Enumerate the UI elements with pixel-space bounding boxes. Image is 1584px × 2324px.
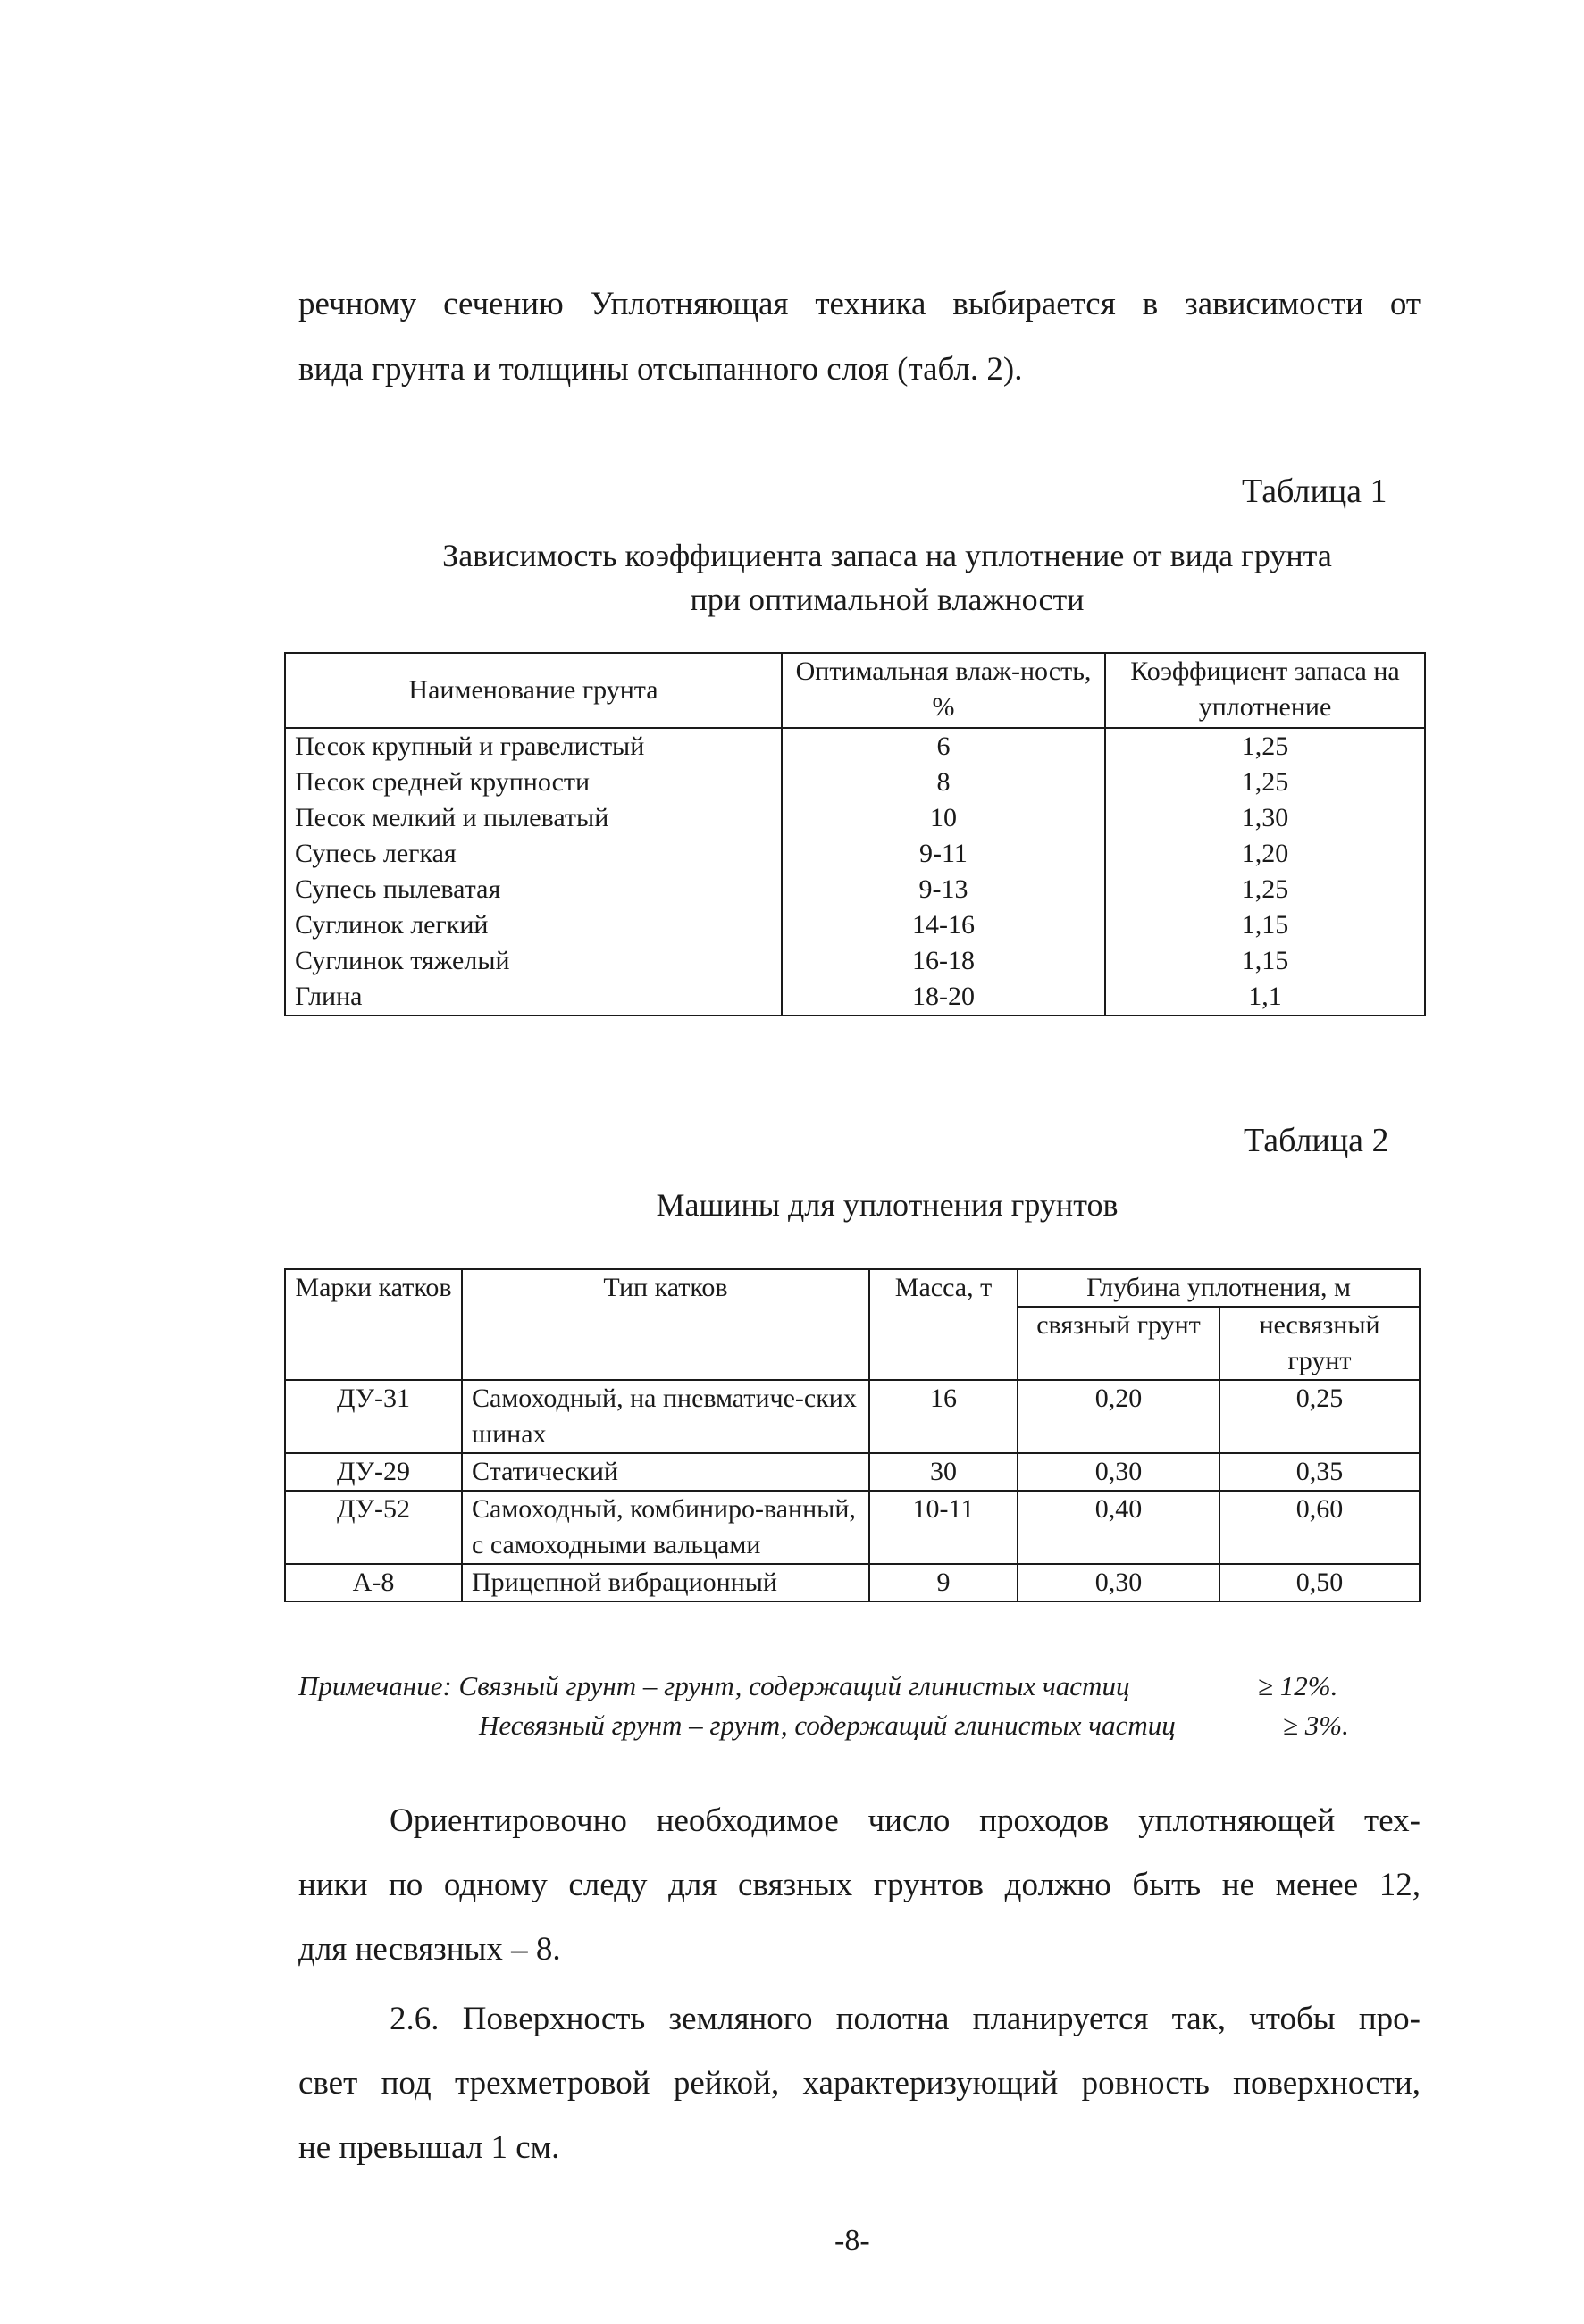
intro-line-1: речному сечению Уплотняющая техника выбирается в зависимости от <box>298 286 1421 322</box>
table1-title <box>373 534 1401 622</box>
table1-cell-coefficient: 1,30 <box>1105 800 1425 836</box>
note-text-2: Несвязный грунт – грунт, содержащий глинистых частиц <box>479 1710 1176 1741</box>
table1-cell-moisture: 9-11 <box>782 836 1105 872</box>
table1-header-row <box>285 653 1425 728</box>
table-row <box>285 728 1425 765</box>
table2 <box>284 1268 1421 1602</box>
para1-line-2: ники по одному следу для связных грунтов должно быть не менее 12, <box>298 1867 1421 1903</box>
table2-cell-mass: 9 <box>869 1564 1018 1601</box>
note-label: Примечание: <box>298 1670 452 1701</box>
table-row <box>285 765 1425 800</box>
table-row <box>285 907 1425 943</box>
table-row <box>285 1380 1420 1453</box>
table2-cell-noncohesive: 0,50 <box>1219 1564 1420 1601</box>
table-row <box>285 979 1425 1016</box>
table2-header-brand: Марки катков <box>285 1269 462 1380</box>
table2-cell-mass: 30 <box>869 1453 1018 1491</box>
table-row <box>285 943 1425 979</box>
table2-cell-mass: 16 <box>869 1380 1018 1453</box>
table1-title-line-2: при оптимальной влажности <box>690 581 1085 617</box>
table2-cell-cohesive: 0,40 <box>1018 1491 1219 1564</box>
table2-cell-noncohesive: 0,25 <box>1219 1380 1420 1453</box>
table2-cell-brand: А-8 <box>285 1564 462 1601</box>
table1-cell-soil: Суглинок тяжелый <box>285 943 782 979</box>
table2-cell-brand: ДУ-52 <box>285 1491 462 1564</box>
table2-header-cohesive: связный грунт <box>1018 1307 1219 1380</box>
table2-header-row <box>285 1269 1420 1307</box>
table1-cell-moisture: 9-13 <box>782 872 1105 907</box>
para2-line-2: свет под трехметровой рейкой, характеризующий ровность поверхности, <box>298 2065 1421 2102</box>
table2-cell-brand: ДУ-29 <box>285 1453 462 1491</box>
table1-cell-coefficient: 1,1 <box>1105 979 1425 1016</box>
table2-cell-brand: ДУ-31 <box>285 1380 462 1453</box>
table2-cell-type: Прицепной вибрационный <box>462 1564 869 1601</box>
table2-title: Машины для уплотнения грунтов <box>656 1187 1119 1223</box>
note-line-1 <box>298 1668 1129 1704</box>
page-number: -8- <box>834 2224 870 2257</box>
table-row <box>285 872 1425 907</box>
table2-cell-noncohesive: 0,35 <box>1219 1453 1420 1491</box>
table2-cell-type: Статический <box>462 1453 869 1491</box>
table1-cell-soil: Песок крупный и гравелистый <box>285 728 782 765</box>
para2-line-3: не превышал 1 см. <box>298 2129 560 2166</box>
table2-cell-type: Самоходный, на пневматиче-ских шинах <box>462 1380 869 1453</box>
table-row <box>285 836 1425 872</box>
table1-cell-coefficient: 1,15 <box>1105 943 1425 979</box>
table1-cell-moisture: 18-20 <box>782 979 1105 1016</box>
table1-cell-soil: Песок средней крупности <box>285 765 782 800</box>
table1-header-moisture: Оптимальная влаж-ность, % <box>782 653 1105 728</box>
note-text-1: Связный грунт – грунт, содержащий глинистых частиц <box>458 1670 1130 1701</box>
table1-cell-soil: Глина <box>285 979 782 1016</box>
table2-header-mass: Масса, т <box>869 1269 1018 1380</box>
note-value-2: ≥ 3%. <box>1283 1710 1349 1741</box>
table1-title-line-1: Зависимость коэффициента запаса на уплотнение от вида грунта <box>442 538 1332 573</box>
table2-cell-cohesive: 0,30 <box>1018 1564 1219 1601</box>
table1-cell-coefficient: 1,25 <box>1105 765 1425 800</box>
table1-cell-soil: Суглинок легкий <box>285 907 782 943</box>
table2-cell-noncohesive: 0,60 <box>1219 1491 1420 1564</box>
table1-cell-soil: Супесь пылеватая <box>285 872 782 907</box>
table-row <box>285 1564 1420 1601</box>
table1-cell-moisture: 16-18 <box>782 943 1105 979</box>
table2-cell-cohesive: 0,20 <box>1018 1380 1219 1453</box>
table-row <box>285 1453 1420 1491</box>
note-value-1: ≥ 12%. <box>1258 1670 1338 1701</box>
table1-cell-soil: Супесь легкая <box>285 836 782 872</box>
table1-cell-moisture: 10 <box>782 800 1105 836</box>
table1-cell-soil: Песок мелкий и пылеватый <box>285 800 782 836</box>
para1-line-3: для несвязных – 8. <box>298 1931 561 1968</box>
table1-cell-coefficient: 1,25 <box>1105 872 1425 907</box>
table1-cell-coefficient: 1,15 <box>1105 907 1425 943</box>
table-row <box>285 1491 1420 1564</box>
table1-cell-moisture: 14-16 <box>782 907 1105 943</box>
table1-header-coefficient: Коэффициент запаса на уплотнение <box>1105 653 1425 728</box>
table1-cell-coefficient: 1,25 <box>1105 728 1425 765</box>
table2-header-depth: Глубина уплотнения, м <box>1018 1269 1420 1307</box>
table2-caption: Таблица 2 <box>1244 1122 1389 1159</box>
table2-cell-type: Самоходный, комбиниро-ванный, с самоходными вальцами <box>462 1491 869 1564</box>
table1-caption: Таблица 1 <box>1242 472 1387 510</box>
table1-cell-moisture: 6 <box>782 728 1105 765</box>
table1 <box>284 652 1426 1016</box>
table2-header-noncohesive: несвязный грунт <box>1219 1307 1420 1380</box>
table-row <box>285 800 1425 836</box>
para2-line-1: 2.6. Поверхность земляного полотна планируется так, чтобы про- <box>390 2001 1421 2037</box>
para1-line-1: Ориентировочно необходимое число проходов уплотняющей тех- <box>390 1802 1421 1839</box>
table1-cell-moisture: 8 <box>782 765 1105 800</box>
intro-line-2: вида грунта и толщины отсыпанного слоя (табл. 2). <box>298 351 1023 388</box>
table2-header-type: Тип катков <box>462 1269 869 1380</box>
table2-cell-mass: 10-11 <box>869 1491 1018 1564</box>
table1-header-name: Наименование грунта <box>285 653 782 728</box>
table1-cell-coefficient: 1,20 <box>1105 836 1425 872</box>
table2-cell-cohesive: 0,30 <box>1018 1453 1219 1491</box>
